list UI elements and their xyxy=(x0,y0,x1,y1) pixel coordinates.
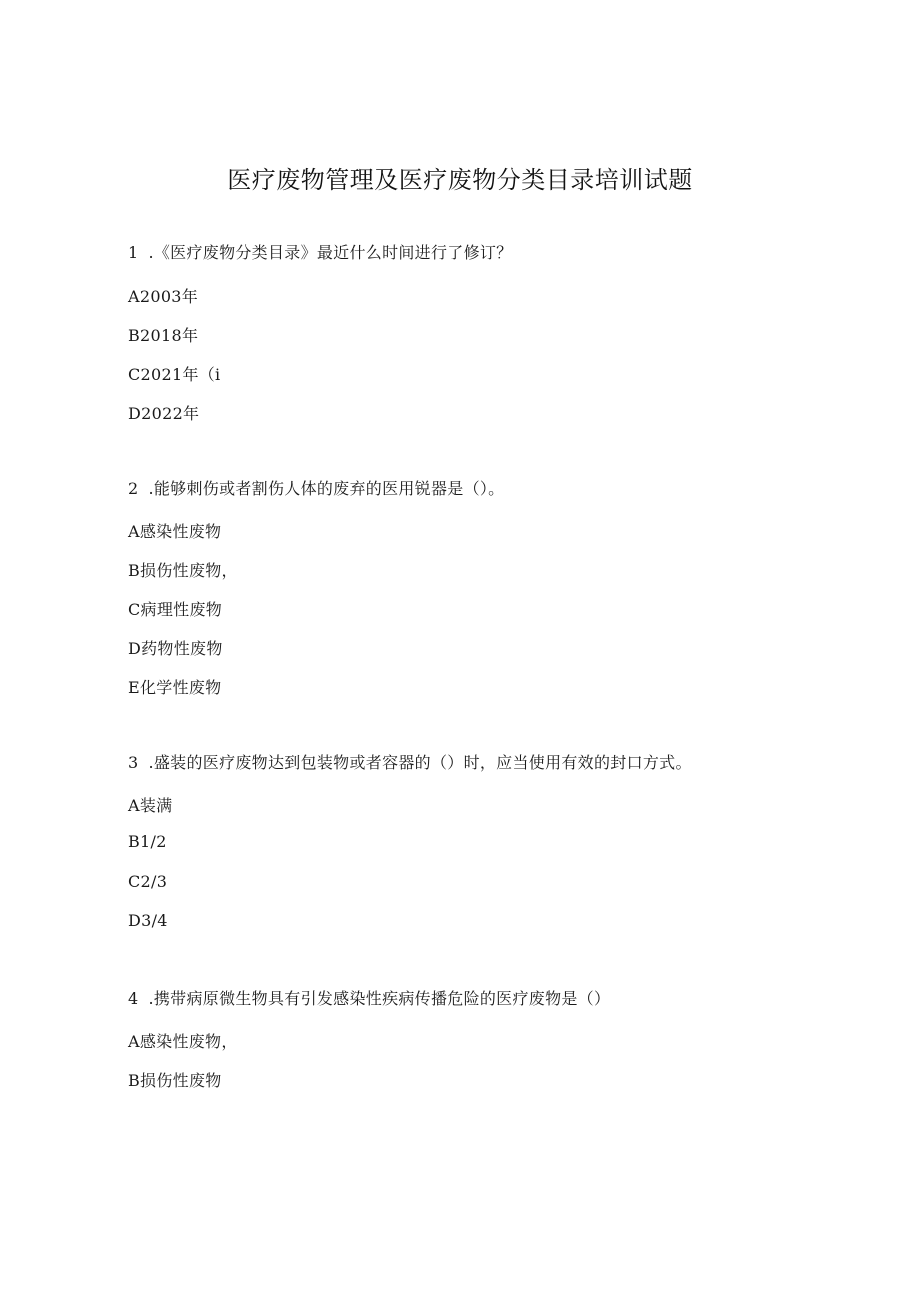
option-1b: B2018年 xyxy=(128,326,199,345)
question-1 xyxy=(128,240,512,263)
option-3a: A装满 xyxy=(128,796,173,815)
option-3b: B1/2 xyxy=(128,832,167,851)
question-text: .盛装的医疗废物达到包装物或者容器的（）时，应当使用有效的封口方式。 xyxy=(148,753,692,772)
option-2c: C病理性废物 xyxy=(128,600,223,619)
document-title: 医疗废物管理及医疗废物分类目录培训试题 xyxy=(227,166,693,194)
option-3d: D3/4 xyxy=(128,911,168,930)
option-2a: A感染性废物 xyxy=(128,522,222,541)
option-2b: B损伤性废物， xyxy=(128,561,238,580)
option-1c: C2021年（i xyxy=(128,365,221,384)
option-4b: B损伤性废物 xyxy=(128,1071,222,1090)
question-text: .携带病原微生物具有引发感染性疾病传播危险的医疗废物是（） xyxy=(148,989,611,1008)
question-number: 3 xyxy=(128,753,139,772)
question-text: .《医疗废物分类目录》最近什么时间进行了修订？ xyxy=(148,243,513,262)
question-3 xyxy=(128,750,692,773)
question-text: .能够刺伤或者割伤人体的废弃的医用锐器是（）。 xyxy=(148,479,505,498)
option-1d: D2022年 xyxy=(128,404,200,423)
option-4a: A感染性废物， xyxy=(128,1032,238,1051)
question-4 xyxy=(128,986,610,1009)
option-2d: D药物性废物 xyxy=(128,639,223,658)
option-1a: A2003年 xyxy=(128,287,199,306)
question-number: 1 xyxy=(128,243,139,262)
option-3c: C2/3 xyxy=(128,872,168,891)
question-2 xyxy=(128,476,504,499)
question-number: 2 xyxy=(128,479,139,498)
option-2e: E化学性废物 xyxy=(128,678,222,697)
question-number: 4 xyxy=(128,989,139,1008)
